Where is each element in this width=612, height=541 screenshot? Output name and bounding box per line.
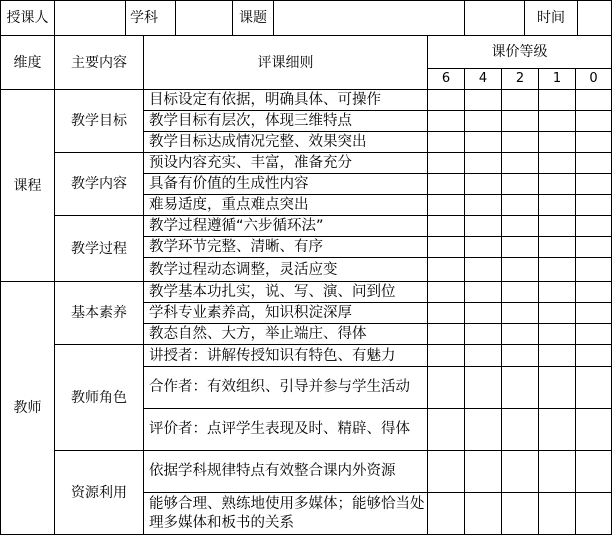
- score-cell[interactable]: [428, 367, 465, 409]
- score-cell[interactable]: [502, 237, 539, 258]
- score-cell[interactable]: [428, 258, 465, 282]
- subject-value[interactable]: [176, 1, 233, 35]
- criterion: 教态自然、大方，举止端庄、得体: [144, 324, 428, 345]
- criterion: 具备有价值的生成性内容: [144, 174, 428, 195]
- header-right: [465, 1, 612, 36]
- score-cell[interactable]: [502, 174, 539, 195]
- table-row: [1, 282, 612, 303]
- header-middle: [55, 1, 465, 36]
- score-header-0: 0: [576, 69, 612, 90]
- score-cell[interactable]: [428, 409, 465, 451]
- score-cell[interactable]: [576, 237, 612, 258]
- score-cell[interactable]: [428, 324, 465, 345]
- score-cell[interactable]: [465, 324, 502, 345]
- dimension-course: 课程: [1, 90, 55, 282]
- score-cell[interactable]: [465, 367, 502, 409]
- header-row: [1, 1, 612, 36]
- score-cell[interactable]: [576, 303, 612, 324]
- score-cell[interactable]: [465, 132, 502, 153]
- score-cell[interactable]: [428, 195, 465, 216]
- score-cell[interactable]: [539, 451, 576, 493]
- score-cell[interactable]: [539, 90, 576, 111]
- table-row: [1, 451, 612, 493]
- score-cell[interactable]: [465, 451, 502, 493]
- score-cell[interactable]: [428, 111, 465, 132]
- score-cell[interactable]: [428, 132, 465, 153]
- criterion: 学科专业素养高，知识积淀深厚: [144, 303, 428, 324]
- score-cell[interactable]: [576, 195, 612, 216]
- subject-label: 学科: [126, 1, 176, 35]
- criteria-header: 评课细则: [144, 36, 428, 90]
- score-cell[interactable]: [465, 345, 502, 367]
- score-cell[interactable]: [539, 493, 576, 535]
- score-cell[interactable]: [502, 493, 539, 535]
- topic-label: 课题: [233, 1, 274, 35]
- criterion: 难易适度，重点难点突出: [144, 195, 428, 216]
- content-resource-use: 资源利用: [55, 451, 144, 535]
- criterion: 教学环节完整、清晰、有序: [144, 237, 428, 258]
- score-cell[interactable]: [465, 237, 502, 258]
- score-cell[interactable]: [539, 174, 576, 195]
- score-header-6: 6: [428, 69, 465, 90]
- score-cell[interactable]: [576, 367, 612, 409]
- score-cell[interactable]: [539, 303, 576, 324]
- lecturer-label: 授课人: [1, 1, 55, 36]
- content-teacher-role: 教师角色: [55, 345, 144, 451]
- score-cell[interactable]: [576, 451, 612, 493]
- score-cell[interactable]: [502, 282, 539, 303]
- criterion: 教学基本功扎实，说、写、演、问到位: [144, 282, 428, 303]
- score-cell[interactable]: [502, 303, 539, 324]
- score-cell[interactable]: [502, 132, 539, 153]
- dimension-teacher: 教师: [1, 282, 55, 535]
- score-cell[interactable]: [502, 153, 539, 174]
- score-cell[interactable]: [576, 111, 612, 132]
- score-cell[interactable]: [576, 258, 612, 282]
- score-cell[interactable]: [576, 345, 612, 367]
- score-cell[interactable]: [576, 174, 612, 195]
- criterion: 能够合理、熟练地使用多媒体；能够恰当处理多媒体和板书的关系: [144, 493, 428, 535]
- content-teaching-goals: 教学目标: [55, 90, 144, 153]
- score-cell[interactable]: [465, 282, 502, 303]
- score-cell[interactable]: [576, 153, 612, 174]
- score-cell[interactable]: [502, 195, 539, 216]
- score-cell[interactable]: [576, 216, 612, 237]
- score-cell[interactable]: [502, 90, 539, 111]
- score-cell[interactable]: [576, 493, 612, 535]
- score-cell[interactable]: [428, 303, 465, 324]
- score-cell[interactable]: [539, 111, 576, 132]
- score-cell[interactable]: [428, 237, 465, 258]
- score-cell[interactable]: [428, 90, 465, 111]
- score-cell[interactable]: [576, 324, 612, 345]
- criterion: 讲授者：讲解传授知识有特色、有魅力: [144, 345, 428, 367]
- content-teaching-process: 教学过程: [55, 216, 144, 282]
- score-cell[interactable]: [576, 90, 612, 111]
- table-row: [1, 216, 612, 237]
- score-cell[interactable]: [502, 367, 539, 409]
- score-cell[interactable]: [465, 174, 502, 195]
- score-cell[interactable]: [539, 153, 576, 174]
- score-cell[interactable]: [576, 282, 612, 303]
- lecturer-value[interactable]: [55, 1, 126, 35]
- score-cell[interactable]: [502, 258, 539, 282]
- score-cell[interactable]: [502, 451, 539, 493]
- score-cell[interactable]: [502, 324, 539, 345]
- column-header-row: [1, 36, 612, 69]
- score-cell[interactable]: [465, 216, 502, 237]
- score-cell[interactable]: [465, 111, 502, 132]
- criterion: 依据学科规律特点有效整合课内外资源: [144, 451, 428, 493]
- score-cell[interactable]: [502, 111, 539, 132]
- criterion: 教学过程遵循“六步循环法”: [144, 216, 428, 237]
- score-cell[interactable]: [539, 258, 576, 282]
- criterion: 教学目标达成情况完整、效果突出: [144, 132, 428, 153]
- criterion: 目标设定有依据，明确具体、可操作: [144, 90, 428, 111]
- criterion: 预设内容充实、丰富，准备充分: [144, 153, 428, 174]
- score-cell[interactable]: [428, 493, 465, 535]
- score-cell[interactable]: [465, 258, 502, 282]
- time-value[interactable]: [578, 1, 611, 35]
- criterion: 合作者：有效组织、引导并参与学生活动: [144, 367, 428, 409]
- content-teaching-content: 教学内容: [55, 153, 144, 216]
- score-cell[interactable]: [502, 216, 539, 237]
- content-basic-quality: 基本素养: [55, 282, 144, 345]
- criterion: 评价者：点评学生表现及时、精辟、得体: [144, 409, 428, 451]
- dimension-header: 维度: [1, 36, 55, 90]
- time-label: 时间: [525, 1, 578, 35]
- score-cell[interactable]: [465, 409, 502, 451]
- score-cell[interactable]: [539, 282, 576, 303]
- table-row: [1, 90, 612, 111]
- score-cell[interactable]: [428, 153, 465, 174]
- score-cell[interactable]: [465, 90, 502, 111]
- score-cell[interactable]: [465, 153, 502, 174]
- score-cell[interactable]: [428, 451, 465, 493]
- grade-header: 课价等级: [428, 36, 612, 69]
- criterion: 教学目标有层次，体现三维特点: [144, 111, 428, 132]
- score-cell[interactable]: [539, 367, 576, 409]
- table-row: [1, 153, 612, 174]
- main-content-header: 主要内容: [55, 36, 144, 90]
- score-cell[interactable]: [539, 216, 576, 237]
- score-cell[interactable]: [539, 195, 576, 216]
- score-cell[interactable]: [502, 345, 539, 367]
- score-cell[interactable]: [428, 282, 465, 303]
- score-cell[interactable]: [539, 132, 576, 153]
- criterion: 教学过程动态调整，灵活应变: [144, 258, 428, 282]
- score-cell[interactable]: [465, 195, 502, 216]
- score-header-4: 4: [465, 69, 502, 90]
- topic-value[interactable]: [274, 1, 464, 35]
- score-cell[interactable]: [576, 132, 612, 153]
- score-cell[interactable]: [428, 216, 465, 237]
- table-row: [1, 345, 612, 367]
- score-cell[interactable]: [576, 409, 612, 451]
- score-cell[interactable]: [428, 174, 465, 195]
- score-cell[interactable]: [465, 303, 502, 324]
- score-cell[interactable]: [539, 237, 576, 258]
- score-cell[interactable]: [465, 493, 502, 535]
- score-header-2: 2: [502, 69, 539, 90]
- score-cell[interactable]: [428, 345, 465, 367]
- score-cell[interactable]: [502, 409, 539, 451]
- score-header-1: 1: [539, 69, 576, 90]
- score-cell[interactable]: [539, 324, 576, 345]
- score-cell[interactable]: [539, 409, 576, 451]
- score-cell[interactable]: [539, 345, 576, 367]
